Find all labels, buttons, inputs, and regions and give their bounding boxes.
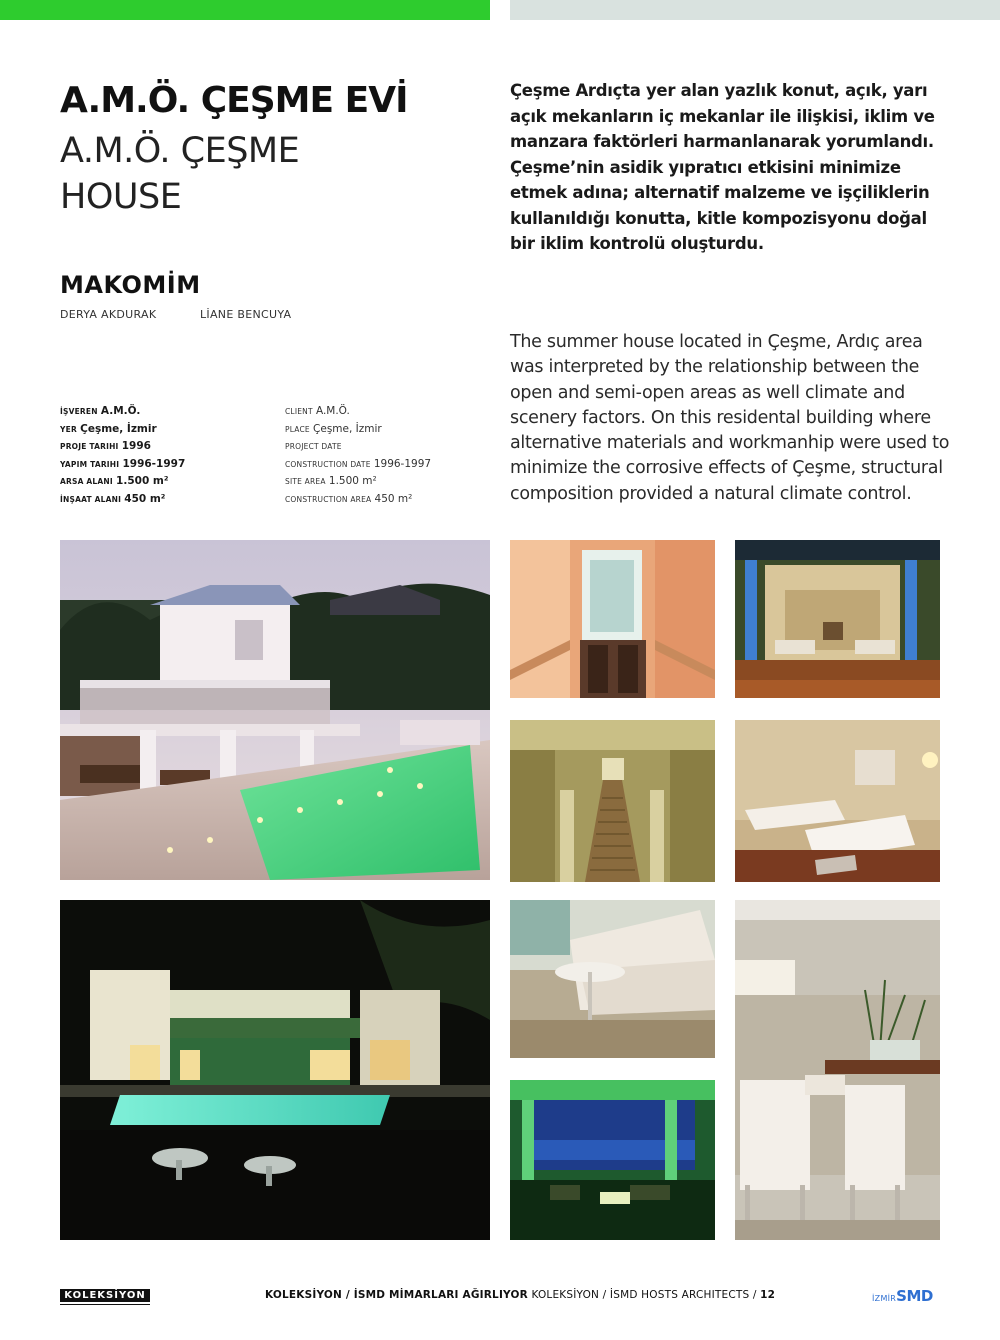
title-turkish: A.M.Ö. ÇEŞME EVİ <box>60 80 408 121</box>
info-value: A.M.Ö. <box>100 405 141 417</box>
footer-caption-bold: KOLEKSİYON / İSMD MİMARLARI AĞIRLIYOR <box>265 1289 528 1301</box>
info-row <box>285 473 495 491</box>
info-row <box>60 438 270 456</box>
info-label: YAPIM TARIHI <box>60 459 120 469</box>
brand-big: SMD <box>896 1287 933 1305</box>
info-value: A.M.Ö. <box>315 405 350 417</box>
photo-living-room <box>735 540 940 698</box>
photo-bedroom <box>735 720 940 882</box>
top-bar-grey <box>510 0 1000 20</box>
photo-exterior-night <box>60 900 490 1240</box>
info-value: 1996-1997 <box>122 457 186 470</box>
firm-name: MAKOMİM <box>60 271 201 299</box>
info-value: 1.500 m² <box>116 475 169 487</box>
page-number: 12 <box>760 1289 776 1301</box>
photo-staircase <box>510 720 715 882</box>
footer-caption-regular: KOLEKSİYON / İSMD HOSTS ARCHITECTS / <box>527 1289 761 1301</box>
info-label: ARSA ALANI <box>60 477 113 486</box>
project-info-turkish <box>60 403 270 508</box>
architect-name: DERYA AKDURAK <box>60 308 157 321</box>
description-english: The summer house located in Çeşme, Ardıç area was interpreted by the relationship between the open and semi-open areas as well climate and scenery factors. On this residental building where alternative materials and workmanhip were used to minimize the corrosive effects of Çeşme, structural composition provided a natural climate control. <box>510 332 950 504</box>
koleksiyon-logo <box>60 1289 150 1302</box>
info-value: 450 m² <box>124 492 166 505</box>
photo-sofa-interior <box>510 900 715 1058</box>
description-turkish: Çeşme Ardıçta yer alan yazlık konut, açık, yarı açık mekanların iç mekanlar ile ilişkisi, iklim ve manzara faktörleri harmanlanarak yorumlandı. Çeşme’nin asidik yıpratıcı etkisini minimize etmek adına; alternatif malzeme ve işçiliklerin kullanıldığı konutta, kitle kompozisyonu doğal bir iklim kontrolü oluşturdu. <box>510 81 935 253</box>
info-value: 450 m² <box>374 492 413 505</box>
info-value: Çeşme, İzmir <box>313 422 382 435</box>
info-row <box>285 403 495 421</box>
info-row <box>285 421 495 439</box>
izmir-smd-logo <box>872 1286 933 1305</box>
info-label: CLIENT <box>285 407 313 416</box>
photo-interior-hall <box>510 540 715 698</box>
info-value: 1996-1997 <box>373 457 432 470</box>
info-row <box>285 456 495 474</box>
info-label: İŞVEREN <box>60 407 98 416</box>
info-row <box>60 403 270 421</box>
photo-terrace-sea-view <box>510 1080 715 1240</box>
title-english <box>60 128 480 220</box>
info-label: İNŞAAT ALANI <box>60 494 122 504</box>
info-row <box>60 491 270 509</box>
info-label: PLACE <box>285 424 310 434</box>
info-label: CONSTRUCTION DATE <box>285 459 371 469</box>
info-label: PROJE TARIHI <box>60 442 119 451</box>
title-english-line2: HOUSE <box>60 177 182 217</box>
info-row <box>60 456 270 474</box>
info-value: 1996 <box>121 440 151 452</box>
project-info-english <box>285 403 495 508</box>
info-value: Çeşme, İzmir <box>80 422 157 435</box>
info-row <box>60 473 270 491</box>
architect-name: LİANE BENCUYA <box>200 308 292 321</box>
info-row <box>285 438 495 456</box>
info-label: SITE AREA <box>285 477 326 486</box>
footer-caption <box>265 1289 775 1301</box>
info-value: 1.500 m² <box>328 475 377 487</box>
info-row <box>60 421 270 439</box>
photo-dining-room <box>735 900 940 1240</box>
title-english-line1: A.M.Ö. ÇEŞME <box>60 131 300 171</box>
info-label: PROJECT DATE <box>285 442 342 451</box>
info-label: CONSTRUCTION AREA <box>285 494 372 504</box>
koleksiyon-logo-text: KOLEKSİYON <box>64 1290 146 1301</box>
info-label: YER <box>60 424 77 434</box>
brand-small: İZMİR <box>872 1294 897 1303</box>
info-row <box>285 491 495 509</box>
top-bar-green <box>0 0 490 20</box>
photo-exterior-dusk-pool <box>60 540 490 880</box>
